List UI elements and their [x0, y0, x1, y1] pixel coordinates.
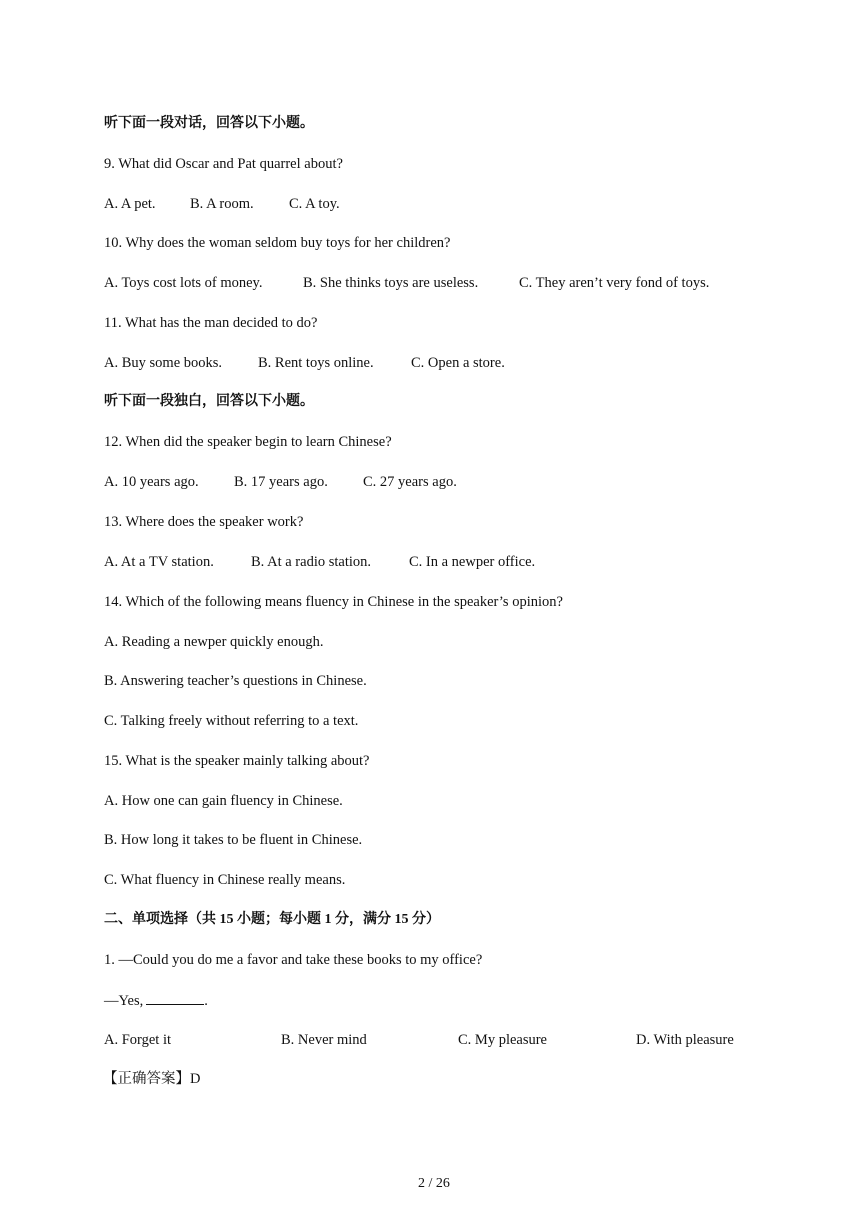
- question-9: 9. What did Oscar and Pat quarrel about?: [104, 156, 343, 172]
- question-10: 10. Why does the woman seldom buy toys for her children?: [104, 235, 451, 251]
- option-15b: B. How long it takes to be fluent in Chinese.: [104, 832, 363, 848]
- option-10c: C. They aren’t very fond of toys.: [519, 275, 710, 291]
- option-14b: B. Answering teacher’s questions in Chinese.: [104, 673, 367, 689]
- option-9c: C. A toy.: [289, 196, 340, 212]
- dialogue-instruction: 听下面一段对话，回答以下小题。: [104, 116, 314, 131]
- option-11a: A. Buy some books.: [104, 355, 223, 371]
- section-heading: 二、单项选择（共 15 小题；每小题 1 分，满分 15 分）: [104, 912, 440, 927]
- monologue-instruction: 听下面一段独白，回答以下小题。: [104, 394, 314, 409]
- question-11: 11. What has the man decided to do?: [104, 315, 318, 331]
- option-13b: B. At a radio station.: [251, 554, 372, 570]
- question-13: 13. Where does the speaker work?: [104, 514, 304, 530]
- options-10: [104, 274, 804, 292]
- answer-blank: [146, 991, 204, 1005]
- option-11b: B. Rent toys online.: [258, 355, 374, 371]
- question-12: 12. When did the speaker begin to learn Chinese?: [104, 434, 392, 450]
- page-number: 2 / 26: [418, 1176, 450, 1191]
- option-12c: C. 27 years ago.: [363, 474, 457, 490]
- reply-end: .: [204, 993, 208, 1009]
- option-13a: A. At a TV station.: [104, 554, 214, 570]
- options-13: [104, 553, 804, 571]
- option-13c: C. In a newper office.: [409, 554, 536, 570]
- question-14: 14. Which of the following means fluency in Chinese in the speaker’s opinion?: [104, 594, 563, 610]
- option-11c: C. Open a store.: [411, 355, 505, 371]
- mc-option-1c: C. My pleasure: [458, 1032, 547, 1048]
- option-10a: A. Toys cost lots of money.: [104, 275, 263, 291]
- options-9: [104, 195, 804, 213]
- option-12b: B. 17 years ago.: [234, 474, 328, 490]
- option-14c: C. Talking freely without referring to a text.: [104, 713, 359, 729]
- mc-option-1a: A. Forget it: [104, 1032, 171, 1048]
- question-15: 15. What is the speaker mainly talking about?: [104, 753, 370, 769]
- option-14a: A. Reading a newper quickly enough.: [104, 634, 324, 650]
- option-12a: A. 10 years ago.: [104, 474, 199, 490]
- mc-question-1: 1. —Could you do me a favor and take these books to my office?: [104, 952, 483, 968]
- mc-options-1: [104, 1031, 804, 1049]
- options-11: [104, 354, 804, 372]
- option-10b: B. She thinks toys are useless.: [303, 275, 479, 291]
- option-15a: A. How one can gain fluency in Chinese.: [104, 793, 343, 809]
- mc-option-1b: B. Never mind: [281, 1032, 367, 1048]
- option-9b: B. A room.: [190, 196, 254, 212]
- mc-reply-1: [104, 991, 208, 1010]
- option-15c: C. What fluency in Chinese really means.: [104, 872, 346, 888]
- mc-option-1d: D. With pleasure: [636, 1032, 734, 1048]
- option-9a: A. A pet.: [104, 196, 156, 212]
- reply-text: —Yes,: [104, 993, 144, 1009]
- correct-answer: 【正确答案】D: [103, 1071, 201, 1087]
- options-12: [104, 473, 804, 491]
